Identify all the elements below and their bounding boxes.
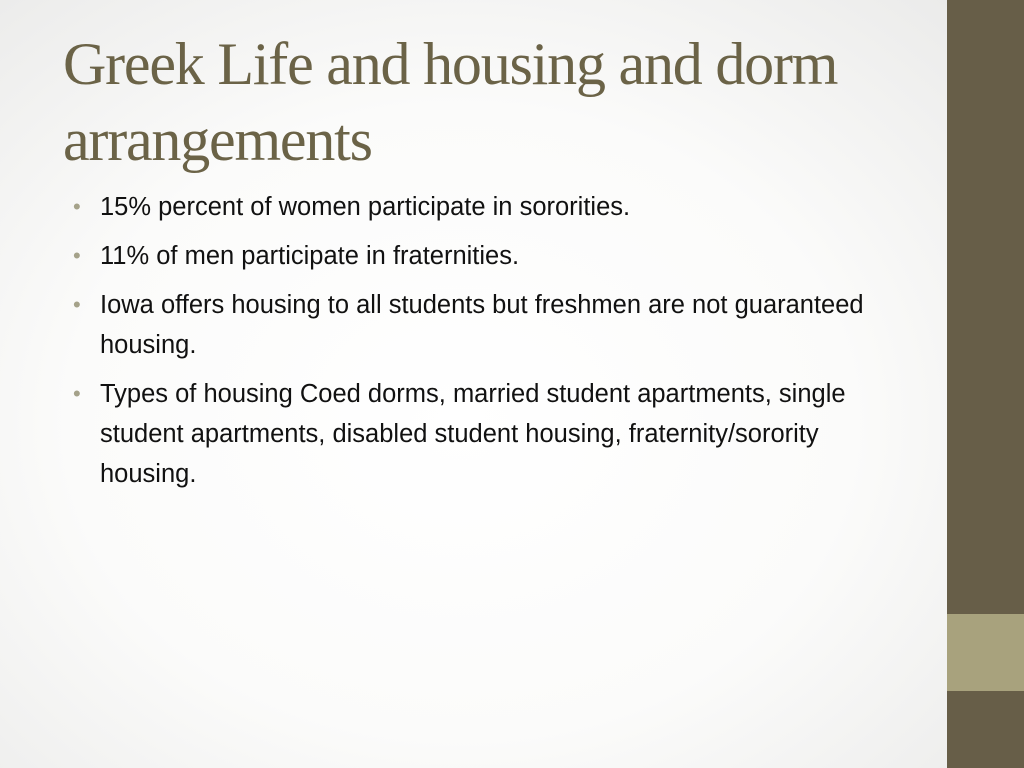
side-bar-accent-segment [947, 614, 1024, 691]
bullet-list [73, 187, 900, 503]
bullet-dot-icon: • [73, 381, 81, 406]
bullet-text: Types of housing Coed dorms, married student apartments, single student apartments, disabled student housing, fraternity/sorority housing. [100, 380, 846, 488]
slide-title: Greek Life and housing and dorm arrangements [63, 31, 838, 173]
bullet-item [73, 285, 900, 365]
bullet-item [73, 374, 900, 494]
bullet-item [73, 187, 900, 227]
bullet-item [73, 236, 900, 276]
side-bar-dark-segment [947, 0, 1024, 614]
bullet-text: 15% percent of women participate in sororities. [100, 193, 631, 221]
bullet-text: Iowa offers housing to all students but freshmen are not guaranteed housing. [100, 291, 864, 359]
bullet-text: 11% of men participate in fraternities. [100, 242, 520, 270]
decorative-side-bar [947, 0, 1024, 768]
bullet-dot-icon: • [73, 243, 81, 268]
bullet-dot-icon: • [73, 194, 81, 219]
side-bar-dark-segment-bottom [947, 691, 1024, 768]
bullet-dot-icon: • [73, 292, 81, 317]
